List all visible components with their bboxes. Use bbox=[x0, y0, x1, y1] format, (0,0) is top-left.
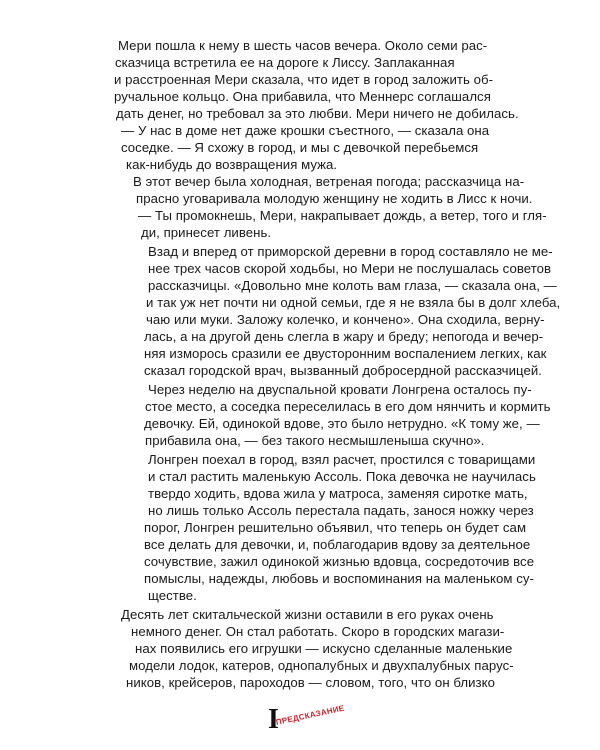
text-line: дать денег, но требовал за это любви. Мери ничего не добилась. bbox=[116, 106, 519, 121]
text-line: рассказчицы. «Довольно мне колоть вам глаза, — сказала она, — bbox=[148, 278, 557, 293]
text-line: чаю или муки. Заложу колечко, и кончено». Она сходила, верну- bbox=[146, 312, 545, 327]
text-line: ручальное кольцо. Она прибавила, что Меннерс соглашался bbox=[114, 89, 491, 104]
logo-initial: I bbox=[268, 704, 279, 735]
text-line: прасно уговаривала молодую женщину не ходить в Лисс к ночи. bbox=[136, 191, 533, 206]
text-line: но лишь только Ассоль перестала падать, занося ножку через bbox=[148, 503, 534, 518]
text-line: Через неделю на двуспальной кровати Лонгрена осталось пу- bbox=[148, 382, 532, 397]
text-line: как-нибудь до возвращения мужа. bbox=[126, 157, 338, 172]
text-line: немного денег. Он стал работать. Скоро в городских магази- bbox=[131, 624, 505, 639]
text-line: сказчица встретила ее на дороге к Лиссу. Заплаканная bbox=[115, 55, 455, 70]
logo-text: ПРЕДСКАЗАНИЕ bbox=[275, 703, 346, 727]
text-line: и так уж нет почти ни одной семьи, где я не взяла бы в долг хлеба, bbox=[146, 295, 561, 310]
text-line: лась, а на другой день слегла в жару и бреду; непогода и вечер- bbox=[144, 329, 544, 344]
text-line: стое место, а соседка переселилась в его дом нянчить и кормить bbox=[145, 399, 551, 414]
text-line: нее трех часов скорой ходьбы, но Мери не послушалась советов bbox=[148, 261, 552, 276]
text-line: Лонгрен поехал в город, взял расчет, простился с товарищами bbox=[148, 452, 536, 467]
text-line: девочку. Ей, одинокой вдове, это было нетрудно. «К тому же, — bbox=[144, 416, 540, 431]
text-line: В этот вечер была холодная, ветреная погода; рассказчица на- bbox=[133, 174, 525, 189]
text-line: няя изморось сразили ее двусторонним воспалением легких, как bbox=[144, 346, 547, 361]
text-line: прибавила она, — без такого несмышленыша скучно». bbox=[145, 433, 485, 448]
text-line: все делать для девочки, и, поблагодарив вдову за деятельное bbox=[144, 537, 531, 552]
text-line: нах появились его игрушки — искусно сделанные маленькие bbox=[135, 641, 513, 656]
text-line: соседке. — Я схожу в город, и мы с девочкой перебьемся bbox=[121, 140, 479, 155]
text-line: сказал городской врач, вызванный добросердной рассказчицей. bbox=[144, 363, 542, 378]
text-line: сочувствие, зажил одинокой жизнью вдовца, сосредоточив все bbox=[144, 554, 535, 569]
text-line: помыслы, надежды, любовь и воспоминания на маленьком су- bbox=[144, 571, 534, 586]
text-line: порог, Лонгрен решительно объявил, что теперь он будет сам bbox=[144, 520, 527, 535]
text-line: Взад и вперед от приморской деревни в город составляло не ме- bbox=[148, 244, 553, 259]
text-line: и стал растить маленькую Ассоль. Пока девочка не научилась bbox=[148, 469, 536, 484]
text-line: и расстроенная Мери сказала, что идет в город заложить об- bbox=[114, 72, 494, 87]
publisher-logo bbox=[268, 703, 348, 736]
text-line: твердо ходить, вдова жила у матроса, заменяя сиротке мать, bbox=[148, 486, 528, 501]
text-line: ществе. bbox=[148, 588, 197, 603]
text-line: модели лодок, катеров, однопалубных и двухпалубных парус- bbox=[129, 658, 514, 673]
text-line: Десять лет скитальческой жизни оставили в его руках очень bbox=[121, 607, 494, 622]
text-line: Мери пошла к нему в шесть часов вечера. Около семи рас- bbox=[118, 38, 488, 53]
text-line: ди, принесет ливень. bbox=[141, 225, 272, 240]
text-line: ников, крейсеров, пароходов — словом, того, что он близко bbox=[126, 675, 495, 690]
text-line: — У нас в доме нет даже крошки съестного, — сказала она bbox=[121, 123, 490, 138]
text-line: — Ты промокнешь, Мери, накрапывает дождь, а ветер, того и гля- bbox=[138, 208, 547, 223]
